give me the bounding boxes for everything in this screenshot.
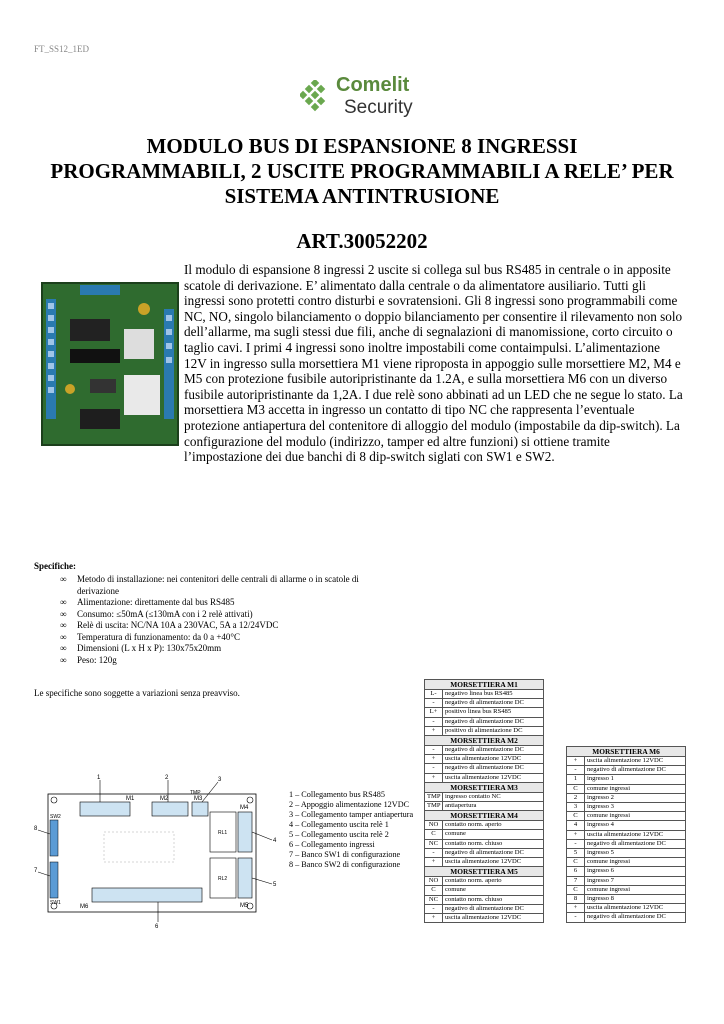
terminal-pin: NO xyxy=(425,821,443,830)
terminal-pin: 7 xyxy=(567,876,585,885)
callout-6: 6 xyxy=(155,924,159,930)
terminal-pin: 6 xyxy=(567,867,585,876)
terminal-block-title: MORSETTIERA M1 xyxy=(425,680,544,690)
terminal-block-title: MORSETTIERA M2 xyxy=(425,736,544,746)
spec-item xyxy=(60,609,360,621)
product-photo xyxy=(40,279,180,449)
terminal-header-row xyxy=(425,782,544,792)
title-line: SISTEMA ANTINTRUSIONE xyxy=(224,184,500,208)
terminal-function: uscita alimentazione 12VDC xyxy=(585,904,686,913)
table-row xyxy=(425,792,544,801)
board-diagram xyxy=(34,772,280,930)
table-row xyxy=(425,717,544,726)
terminal-function: uscita alimentazione 12VDC xyxy=(443,914,544,923)
terminal-function: comune xyxy=(443,886,544,895)
label-tmp: TMP xyxy=(190,790,201,796)
terminal-pin: - xyxy=(567,766,585,775)
terminal-function: comune ingressi xyxy=(585,885,686,894)
table-row xyxy=(567,821,686,830)
title-line: MODULO BUS DI ESPANSIONE 8 INGRESSI xyxy=(146,134,578,158)
legend-item: 3 – Collegamento tamper antiapertura xyxy=(289,810,414,819)
terminal-function: negativo di alimentazione DC xyxy=(585,766,686,775)
spec-item xyxy=(60,655,360,667)
spec-text: Relè di uscita: NC/NA 10A a 230VAC, 5A a 12/24VDC xyxy=(77,620,279,630)
table-row xyxy=(425,764,544,773)
bullet-icon: ∞ xyxy=(60,574,67,584)
label-sw2: SW2 xyxy=(50,814,61,820)
table-row xyxy=(425,877,544,886)
terminal-m4 xyxy=(238,812,252,852)
terminal-pin: - xyxy=(425,746,443,755)
spec-text: Alimentazione: direttamente dal bus RS485 xyxy=(77,597,235,607)
terminal-pin: C xyxy=(425,886,443,895)
terminal-function: negativo di alimentazione DC xyxy=(585,839,686,848)
terminal-function: negativo di alimentazione DC xyxy=(443,848,544,857)
table-row xyxy=(425,821,544,830)
terminal-pin: - xyxy=(425,764,443,773)
spec-item xyxy=(60,632,360,644)
terminal-pin: - xyxy=(567,839,585,848)
table-row xyxy=(425,886,544,895)
article-number: ART.30052202 xyxy=(296,229,428,253)
spec-item xyxy=(60,620,360,632)
terminal-pin: + xyxy=(567,757,585,766)
legend-item: 2 – Appoggio alimentazione 12VDC xyxy=(289,800,410,809)
terminal-pin: + xyxy=(425,726,443,735)
terminal-pin: + xyxy=(567,830,585,839)
terminal-pin: L- xyxy=(425,690,443,699)
table-row xyxy=(567,913,686,922)
bullet-icon: ∞ xyxy=(60,654,67,665)
terminal-function: ingresso 4 xyxy=(585,821,686,830)
disclaimer-note: Le specifiche sono soggette a variazioni senza preavviso. xyxy=(34,688,240,698)
terminal-function: positivo di alimentazione DC xyxy=(443,726,544,735)
terminal-pin: 4 xyxy=(567,821,585,830)
spec-item xyxy=(60,597,360,609)
terminal-pin: TMP xyxy=(425,792,443,801)
dip-switch-sw1 xyxy=(50,862,58,898)
terminal-pin: - xyxy=(425,699,443,708)
terminal-pin: 1 xyxy=(567,775,585,784)
comelit-logo xyxy=(300,72,430,122)
terminal-function: ingresso 3 xyxy=(585,803,686,812)
label-rl1: RL1 xyxy=(218,830,228,836)
table-row xyxy=(425,708,544,717)
label-sw1: SW1 xyxy=(50,900,61,906)
bullet-icon: ∞ xyxy=(60,643,67,653)
label-m4: M4 xyxy=(240,805,249,811)
spec-text: Temperatura di funzionamento: da 0 a +40°C xyxy=(77,631,240,642)
table-row xyxy=(425,699,544,708)
product-description: Il modulo di espansione 8 ingressi 2 uscite si collega sul bus RS485 in centrale o in apposite scatole di derivazione. E’ alimentato dalla centrale o da alimentatore ausiliario. Tutti gli ingressi sono protetti contro disturbi e sovratensioni. Gli 8 ingressi sono programmabili come NC, NO, singolo bilanciamento o doppio bilanciamento per consentire il rilevamento non solo dell’allarme, ma sugli stessi due fili, anche di segnalazioni di manomissione, corto circuito o taglio cavi. I primi 4 ingressi sono inoltre impostabili come contaimpulsi. L’alimentazione 12V in ingresso sulla morsettiera M1 viene riproposta in appoggio sulle morsettiere M2, M4 e M5 con protezione fusibile autoripristinante da 1.2A, e sulla morsettiera M6 con un diverso fusibile autoripristinante da 1,2A. I due relè sono abbinati ad un LED che ne segue lo stato. La morsettiera M3 accetta in ingresso un contatto di tipo NC che rappresenta l’eventuale protezione antiapertura del contenitore di alloggio del modulo (impostabile da dip-switch). La configurazione del modulo (indirizzo, tamper ed altre funzioni) si ottiene tramite l’impostazione dei due banchi di 8 dip-switch siglati con SW1 e SW2. xyxy=(184,262,683,465)
table-row xyxy=(425,858,544,867)
terminal-pin: NO xyxy=(425,877,443,886)
table-row xyxy=(567,793,686,802)
bullet-icon: ∞ xyxy=(60,608,67,619)
terminal-pin: C xyxy=(567,812,585,821)
terminal-function: negativo di alimentazione DC xyxy=(585,913,686,922)
table-row xyxy=(425,746,544,755)
terminal-function: ingresso 5 xyxy=(585,849,686,858)
terminal-function: ingresso 8 xyxy=(585,895,686,904)
table-row xyxy=(567,784,686,793)
table-row xyxy=(425,839,544,848)
table-row xyxy=(425,690,544,699)
callout-4: 4 xyxy=(273,838,277,844)
label-m1: M1 xyxy=(126,796,135,802)
table-row xyxy=(567,867,686,876)
bullet-icon: ∞ xyxy=(60,631,67,642)
terminal-pin: + xyxy=(425,773,443,782)
table-row xyxy=(567,766,686,775)
terminal-table-left xyxy=(424,679,544,923)
terminal-function: ingresso contatto NC xyxy=(443,792,544,801)
table-row xyxy=(567,876,686,885)
terminal-pin: + xyxy=(425,858,443,867)
document-code: FT_SS12_1ED xyxy=(34,44,90,54)
terminal-pin: - xyxy=(425,717,443,726)
terminal-pin: + xyxy=(425,755,443,764)
terminal-function: ingresso 6 xyxy=(585,867,686,876)
legend-item: 8 – Banco SW2 di configurazione xyxy=(289,860,401,869)
dip-switch-sw2 xyxy=(50,820,58,856)
terminal-pin: NC xyxy=(425,839,443,848)
terminal-function: comune ingressi xyxy=(585,858,686,867)
table-row xyxy=(567,885,686,894)
terminal-m6 xyxy=(92,888,202,902)
terminal-function: comune ingressi xyxy=(585,784,686,793)
terminal-function: ingresso 2 xyxy=(585,793,686,802)
brand-name: Comelit xyxy=(336,74,410,96)
terminal-pin: - xyxy=(567,913,585,922)
table-row xyxy=(567,830,686,839)
callout-5: 5 xyxy=(273,882,277,888)
terminal-function: uscita alimentazione 12VDC xyxy=(585,830,686,839)
callout-2: 2 xyxy=(165,775,169,781)
terminal-function: contatto norm. chiuso xyxy=(443,895,544,904)
terminal-m5 xyxy=(238,858,252,898)
table-row xyxy=(425,773,544,782)
terminal-pin: - xyxy=(425,848,443,857)
terminal-function: contatto norm. aperto xyxy=(443,821,544,830)
terminal-function: positivo linea bus RS485 xyxy=(443,708,544,717)
terminal-pin: C xyxy=(425,830,443,839)
terminal-function: negativo di alimentazione DC xyxy=(443,746,544,755)
terminal-function: contatto norm. chiuso xyxy=(443,839,544,848)
terminal-function: uscita alimentazione 12VDC xyxy=(443,858,544,867)
callout-8: 8 xyxy=(34,826,38,832)
specs-list xyxy=(60,574,360,666)
legend-item: 5 – Collegamento uscita relè 2 xyxy=(289,830,389,839)
terminal-function: comune xyxy=(443,830,544,839)
diagram-legend xyxy=(289,790,419,870)
terminal-block-title: MORSETTIERA M5 xyxy=(425,867,544,877)
terminal-pin: 2 xyxy=(567,793,585,802)
terminal-function: uscita alimentazione 12VDC xyxy=(443,755,544,764)
legend-item: 4 – Collegamento uscita relè 1 xyxy=(289,820,389,829)
terminal-pin: 3 xyxy=(567,803,585,812)
terminal-pin: L+ xyxy=(425,708,443,717)
terminal-pin: 5 xyxy=(567,849,585,858)
title-line: PROGRAMMABILI, 2 USCITE PROGRAMMABILI A RELE’ PER xyxy=(50,159,674,183)
specs-heading: Specifiche: xyxy=(34,561,76,571)
terminal-pin: + xyxy=(567,904,585,913)
terminal-pin: + xyxy=(425,914,443,923)
bullet-icon: ∞ xyxy=(60,620,67,630)
terminal-pin: NC xyxy=(425,895,443,904)
table-row xyxy=(425,904,544,913)
terminal-function: negativo di alimentazione DC xyxy=(443,717,544,726)
terminal-header-row xyxy=(567,747,686,757)
terminal-function: ingresso 1 xyxy=(585,775,686,784)
terminal-function: uscita alimentazione 12VDC xyxy=(585,757,686,766)
terminal-header-row xyxy=(425,736,544,746)
terminal-m3 xyxy=(192,802,208,816)
table-row xyxy=(425,848,544,857)
terminal-pin: 8 xyxy=(567,895,585,904)
bullet-icon: ∞ xyxy=(60,597,67,607)
table-row xyxy=(425,755,544,764)
callout-3: 3 xyxy=(218,777,222,783)
terminal-pin: TMP xyxy=(425,802,443,811)
table-row xyxy=(425,802,544,811)
terminal-function: contatto norm. aperto xyxy=(443,877,544,886)
callout-7: 7 xyxy=(34,868,38,874)
table-row xyxy=(567,904,686,913)
terminal-function: uscita alimentazione 12VDC xyxy=(443,773,544,782)
terminal-block-title: MORSETTIERA M6 xyxy=(567,747,686,757)
table-row xyxy=(567,757,686,766)
table-row xyxy=(567,895,686,904)
spec-item xyxy=(60,643,360,655)
comelit-logo-mark-icon xyxy=(300,80,334,114)
terminal-function: antiapertura xyxy=(443,802,544,811)
label-rl2: RL2 xyxy=(218,876,228,882)
terminal-function: negativo di alimentazione DC xyxy=(443,699,544,708)
terminal-header-row xyxy=(425,811,544,821)
terminal-header-row xyxy=(425,680,544,690)
spec-item xyxy=(60,574,360,597)
terminal-function: ingresso 7 xyxy=(585,876,686,885)
callout-1: 1 xyxy=(97,775,101,781)
table-row xyxy=(425,895,544,904)
terminal-block-title: MORSETTIERA M3 xyxy=(425,782,544,792)
spec-text: Peso: 120g xyxy=(77,654,117,665)
page-title xyxy=(20,134,704,209)
terminal-function: negativo linea bus RS485 xyxy=(443,690,544,699)
label-m2: M2 xyxy=(160,796,169,802)
spec-text: Consumo: ≤50mA (≤130mA con i 2 relè attivati) xyxy=(77,608,253,619)
brand-tagline: Security xyxy=(344,97,413,118)
terminal-pin: C xyxy=(567,885,585,894)
legend-item: 6 – Collegamento ingressi xyxy=(289,840,375,849)
legend-item: 7 – Banco SW1 di configurazione xyxy=(289,850,401,859)
terminal-table-right xyxy=(566,746,686,923)
label-m5: M5 xyxy=(240,903,249,909)
terminal-function: comune ingressi xyxy=(585,812,686,821)
table-row xyxy=(567,858,686,867)
table-row xyxy=(567,849,686,858)
terminal-m1 xyxy=(80,802,130,816)
table-row xyxy=(567,812,686,821)
table-row xyxy=(425,914,544,923)
label-m3: M3 xyxy=(194,796,203,802)
table-row xyxy=(567,775,686,784)
label-m6: M6 xyxy=(80,904,89,910)
legend-item: 1 – Collegamento bus RS485 xyxy=(289,790,385,799)
terminal-header-row xyxy=(425,867,544,877)
terminal-function: negativo di alimentazione DC xyxy=(443,904,544,913)
terminal-pin: C xyxy=(567,784,585,793)
terminal-pin: C xyxy=(567,858,585,867)
table-row xyxy=(567,839,686,848)
terminal-block-title: MORSETTIERA M4 xyxy=(425,811,544,821)
terminal-pin: - xyxy=(425,904,443,913)
terminal-function: negativo di alimentazione DC xyxy=(443,764,544,773)
table-row xyxy=(425,830,544,839)
spec-text: Dimensioni (L x H x P): 130x75x20mm xyxy=(77,643,222,653)
terminal-m2 xyxy=(152,802,188,816)
table-row xyxy=(567,803,686,812)
spec-text: Metodo di installazione: nei contenitori delle centrali di allarme o in scatole di derivazione xyxy=(77,574,359,596)
table-row xyxy=(425,726,544,735)
